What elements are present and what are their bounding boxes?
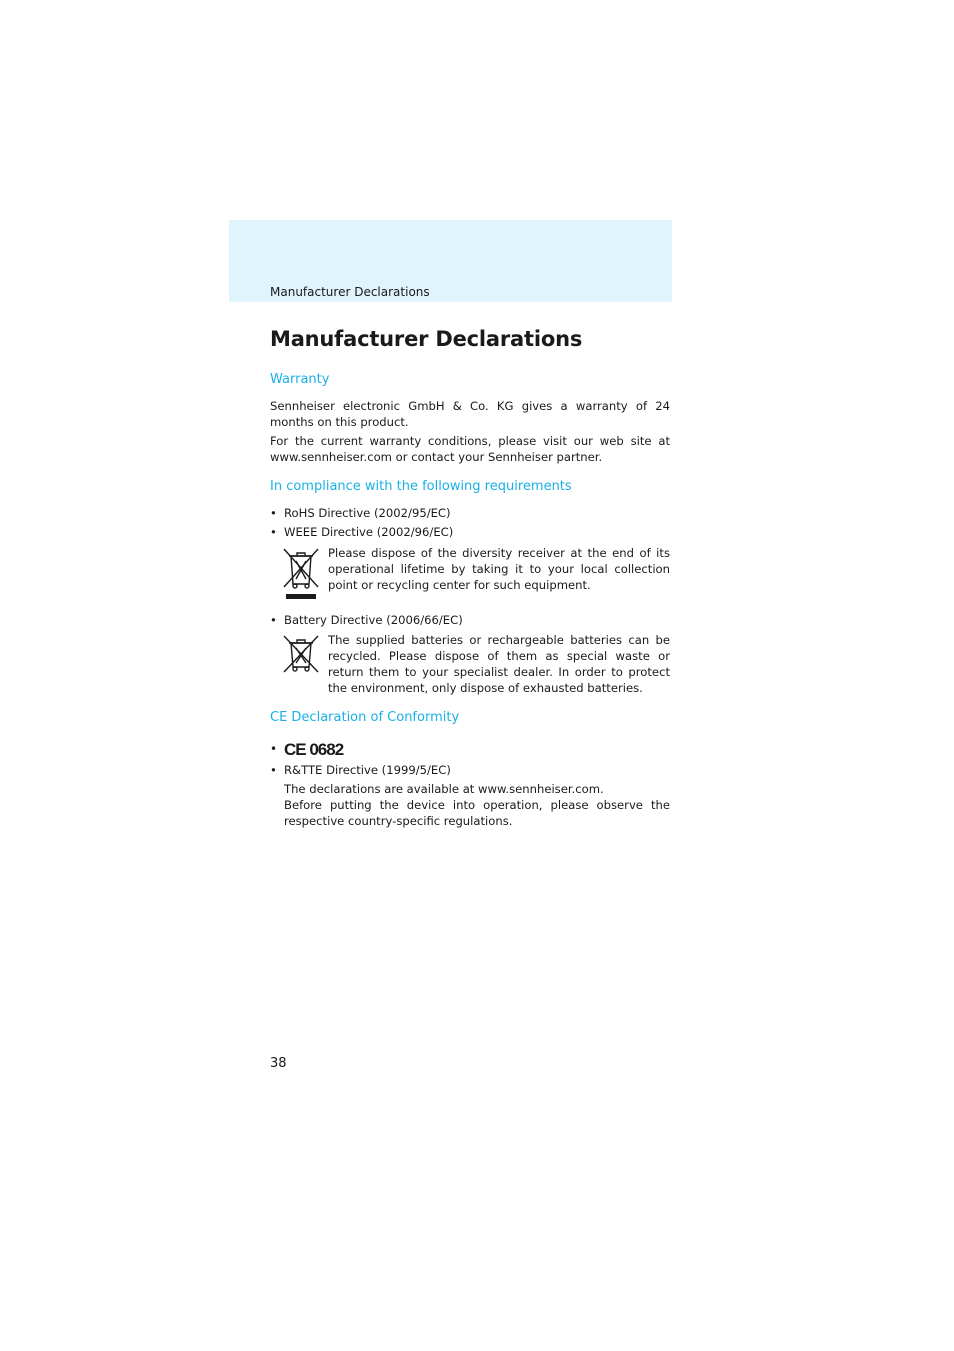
battery-note: The supplied batteries or rechargeable batteries can be recycled. Please dispose of them as special waste or return them to your specialist dealer. In order to protect the environment, only dispose of exhausted batteries.: [328, 633, 670, 695]
bullet-battery: [270, 612, 463, 628]
page-number: 38: [270, 1056, 287, 1071]
running-head: Manufacturer Declarations: [270, 285, 430, 299]
bullet-dot: •: [270, 742, 278, 756]
bullet-weee-text: WEEE Directive (2002/96/EC): [284, 525, 454, 539]
bullet-dot: •: [270, 525, 277, 539]
section-heading-compliance: In compliance with the following requirements: [270, 479, 572, 494]
crossed-out-bin-icon: [283, 547, 319, 601]
bullet-rtte-text: R&TTE Directive (1999/5/EC): [284, 763, 451, 777]
bullet-battery-text: Battery Directive (2006/66/EC): [284, 613, 463, 627]
bullet-rtte: [270, 762, 451, 778]
warranty-paragraph-2: For the current warranty conditions, please visit our web site at www.sennheiser.com or contact your Sennheiser partner.: [270, 434, 670, 464]
crossed-out-battery-bin-icon: [283, 634, 319, 676]
declarations-availability: The declarations are available at www.sennheiser.com.: [284, 782, 604, 796]
bullet-rohs-text: RoHS Directive (2002/95/EC): [284, 506, 451, 520]
bullet-dot: •: [270, 613, 277, 627]
warranty-paragraph-1: Sennheiser electronic GmbH & Co. KG gives a warranty of 24 months on this product.: [270, 399, 670, 429]
page-title: Manufacturer Declarations: [270, 327, 583, 351]
country-regulations-note: Before putting the device into operation, please observe the respective country-specific regulations.: [284, 798, 670, 828]
ce-mark-text: CE 0682: [284, 740, 344, 759]
bullet-dot: •: [270, 506, 277, 520]
section-heading-warranty: Warranty: [270, 372, 330, 387]
bullet-dot: •: [270, 763, 277, 777]
bullet-ce-mark: [270, 740, 344, 759]
weee-note: Please dispose of the diversity receiver at the end of its operational lifetime by taking it to your local collection point or recycling center for such equipment.: [328, 546, 670, 592]
ce-mark-logo: [284, 740, 344, 759]
bullet-rohs: [270, 505, 451, 521]
section-heading-ce: CE Declaration of Conformity: [270, 710, 460, 725]
bullet-weee: [270, 524, 453, 540]
